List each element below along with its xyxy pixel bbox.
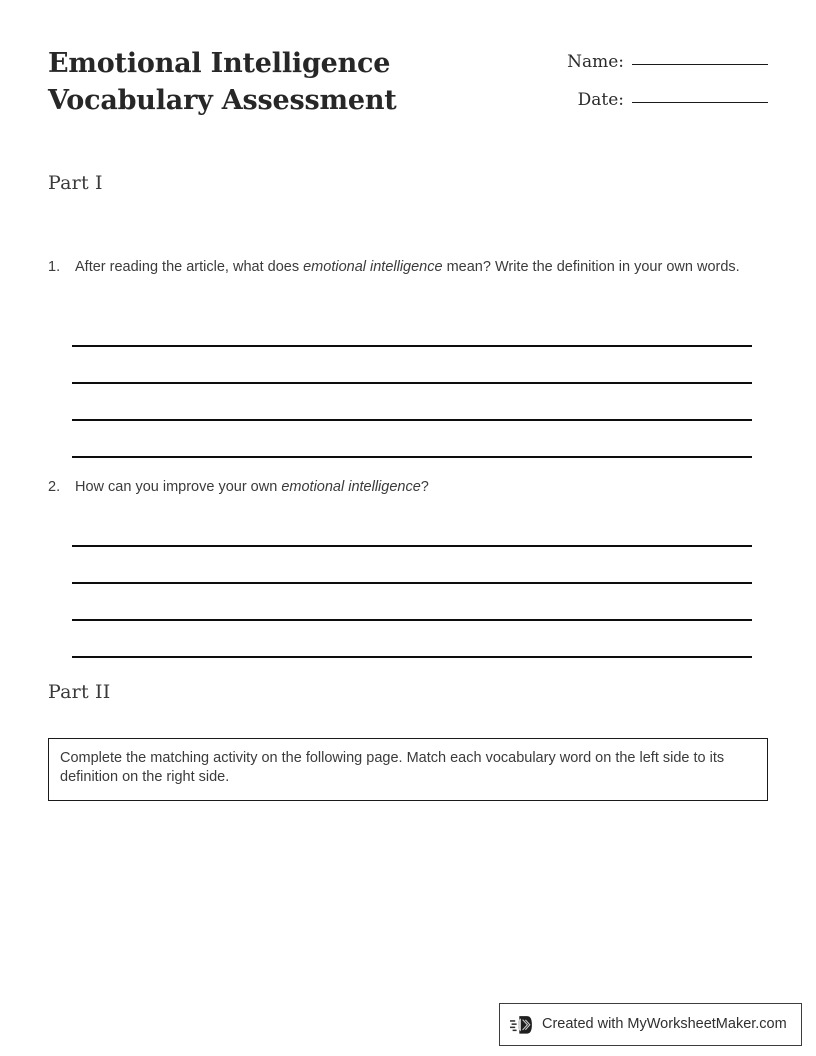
question-2-emphasis: emotional intelligence <box>281 479 421 495</box>
part-2-heading: Part II <box>48 681 111 703</box>
part-1-heading: Part I <box>48 172 103 194</box>
name-date-block <box>560 44 768 128</box>
question-2-text-after: ? <box>420 479 429 495</box>
date-input-line[interactable] <box>632 101 768 103</box>
answer-line[interactable] <box>72 547 752 584</box>
created-with-badge[interactable] <box>499 1003 802 1046</box>
page-title: Emotional Intelligence Vocabulary Assessment <box>48 48 397 116</box>
question-2 <box>48 478 764 497</box>
question-1-text-after: mean? Write the definition in your own words. <box>442 259 740 275</box>
answer-line[interactable] <box>72 347 752 384</box>
answer-line[interactable] <box>72 384 752 421</box>
myworksheetmaker-logo-icon <box>510 1013 536 1037</box>
created-with-badge-label: Created with MyWorksheetMaker.com <box>542 1016 787 1033</box>
question-2-text <box>75 478 764 497</box>
name-row <box>560 52 768 90</box>
answer-line[interactable] <box>72 510 752 547</box>
question-2-text-before: How can you improve your own <box>75 479 282 495</box>
question-1-emphasis: emotional intelligence <box>303 259 443 275</box>
instruction-text: Complete the matching activity on the following page. Match each vocabulary word on the left side to its definition on the right side. <box>60 750 725 786</box>
question-1-row <box>48 258 764 277</box>
instruction-box <box>48 738 768 801</box>
answer-line[interactable] <box>72 421 752 458</box>
name-input-line[interactable] <box>632 63 768 65</box>
page-header <box>48 44 768 128</box>
answer-line[interactable] <box>72 584 752 621</box>
date-label: Date: <box>577 90 624 110</box>
name-label: Name: <box>567 52 624 72</box>
answer-line[interactable] <box>72 621 752 658</box>
question-1-text <box>75 258 764 277</box>
question-2-row <box>48 478 764 497</box>
answer-line[interactable] <box>72 310 752 347</box>
question-1-number: 1. <box>48 259 61 275</box>
question-1-text-before: After reading the article, what does <box>75 259 304 275</box>
question-1 <box>48 258 764 277</box>
date-row <box>560 90 768 128</box>
question-2-number: 2. <box>48 479 61 495</box>
question-1-answer-area[interactable] <box>72 310 752 458</box>
question-2-answer-area[interactable] <box>72 510 752 658</box>
